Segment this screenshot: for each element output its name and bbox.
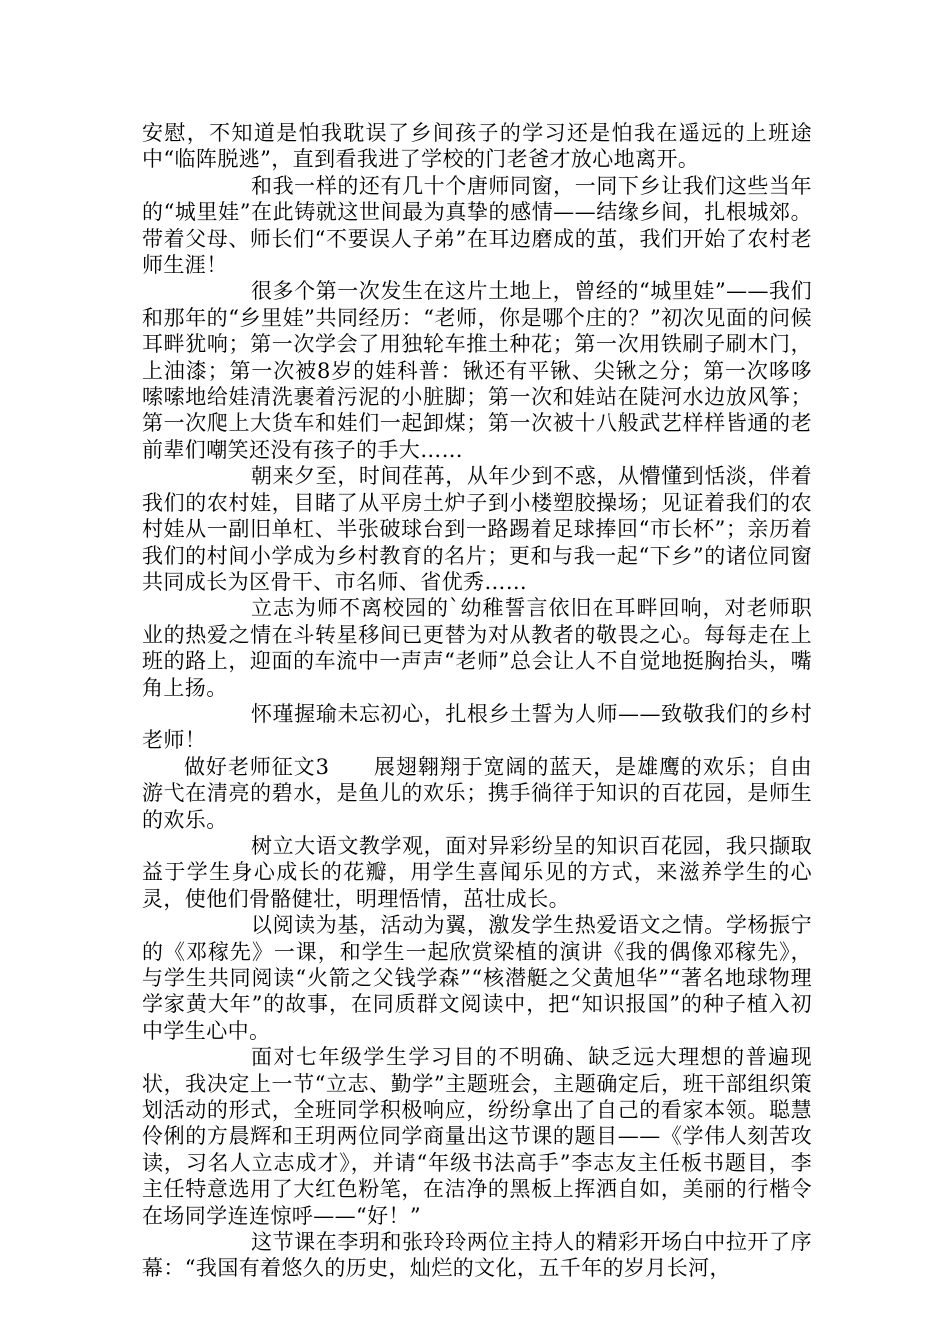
paragraph: 面对七年级学生学习目的不明确、缺乏远大理想的普遍现状，我决定上一节“立志、勤学”主题班会，主题确定后，班干部组织策划活动的形式，全班同学积极响应，纷纷拿出了自己的看家本领。聪慧伶俐的方晨辉和王玥两位同学商量出这节课的题目——《学伟人刻苦攻读，习名人立志成才》，并请“年级书法高手”李志友主任板书题目，李主任特意选用了大红色粉笔，在洁净的黑板上挥洒自如，美丽的行楷令在场同学连连惊呼——“好！” — [142, 1045, 812, 1228]
paragraph: 很多个第一次发生在这片土地上，曾经的“城里娃”——我们和那年的“乡里娃”共同经历：“老师，你是哪个庄的？”初次见面的问候耳畔犹响；第一次学会了用独轮车推土种花；第一次用铁刷子刷木门，上油漆；第一次被8岁的娃科普：锹还有平锹、尖锹之分；第一次哆哆嗦嗦地给娃清洗裹着污泥的小脏脚；第一次和娃站在陡河水边放风筝；第一次爬上大货车和娃们一起卸煤；第一次被十八般武艺样样皆通的老前辈们嘲笑还没有孩子的手大…… — [142, 279, 812, 462]
section-text: 展翅翱翔于宽阔的蓝天，是雄鹰的欢乐；自由游弋在清亮的碧水，是鱼儿的欢乐；携手徜徉于知识的百花园，是师生的欢乐。 — [142, 754, 812, 832]
paragraph: 怀瑾握瑜未忘初心，扎根乡土誓为人师——致敬我们的乡村老师！ — [142, 701, 812, 753]
paragraph: 立志为师不离校园的`幼稚誓言依旧在耳畔回响，对老师职业的热爱之情在斗转星移间已更替为对从教者的敬畏之心。每每走在上班的路上，迎面的车流中一声声“老师”总会让人不自觉地挺胸抬头，嘴角上扬。 — [142, 596, 812, 700]
paragraph: 树立大语文教学观，面对异彩纷呈的知识百花园，我只撷取益于学生身心成长的花瓣，用学生喜闻乐见的方式，来滋养学生的心灵，使他们骨骼健壮，明理悟情，茁壮成长。 — [142, 833, 812, 911]
paragraph: 这节课在李玥和张玲玲两位主持人的精彩开场白中拉开了序幕：“我国有着悠久的历史，灿烂的文化，五千年的岁月长河， — [142, 1230, 812, 1281]
paragraph: 安慰，不知道是怕我耽误了乡间孩子的学习还是怕我在遥远的上班途中“临阵脱逃”，直到看我进了学校的门老爸才放心地离开。 — [142, 121, 812, 172]
section-heading: 做好老师征文3 — [184, 754, 330, 779]
paragraph: 朝来夕至，时间荏苒，从年少到不惑，从懵懂到恬淡，伴着我们的农村娃，目睹了从平房土炉子到小楼塑胶操场；见证着我们的农村娃从一副旧单杠、半张破球台到一路踢着足球捧回“市长杯”；亲历着我们的村间小学成为乡村教育的名片；更和与我一起“下乡”的诸位同窗共同成长为区骨干、市名师、省优秀…… — [142, 464, 812, 594]
paragraph: 以阅读为基，活动为翼，激发学生热爱语文之情。学杨振宁的《邓稼先》一课，和学生一起欣赏梁植的演讲《我的偶像邓稼先》，与学生共同阅读“火箭之父钱学森”“核潜艇之父黄旭华”“著名地球物理学家黄大年”的故事，在同质群文阅读中，把“知识报国”的种子植入初中学生心中。 — [142, 913, 812, 1043]
document-page — [142, 120, 812, 1282]
paragraph: 和我一样的还有几十个唐师同窗，一同下乡让我们这些当年的“城里娃”在此铸就这世间最为真挚的感情——结缘乡间，扎根城郊。带着父母、师长们“不要误人子弟”在耳边磨成的茧，我们开始了农村老师生涯！ — [142, 173, 812, 278]
section-paragraph — [142, 754, 812, 833]
